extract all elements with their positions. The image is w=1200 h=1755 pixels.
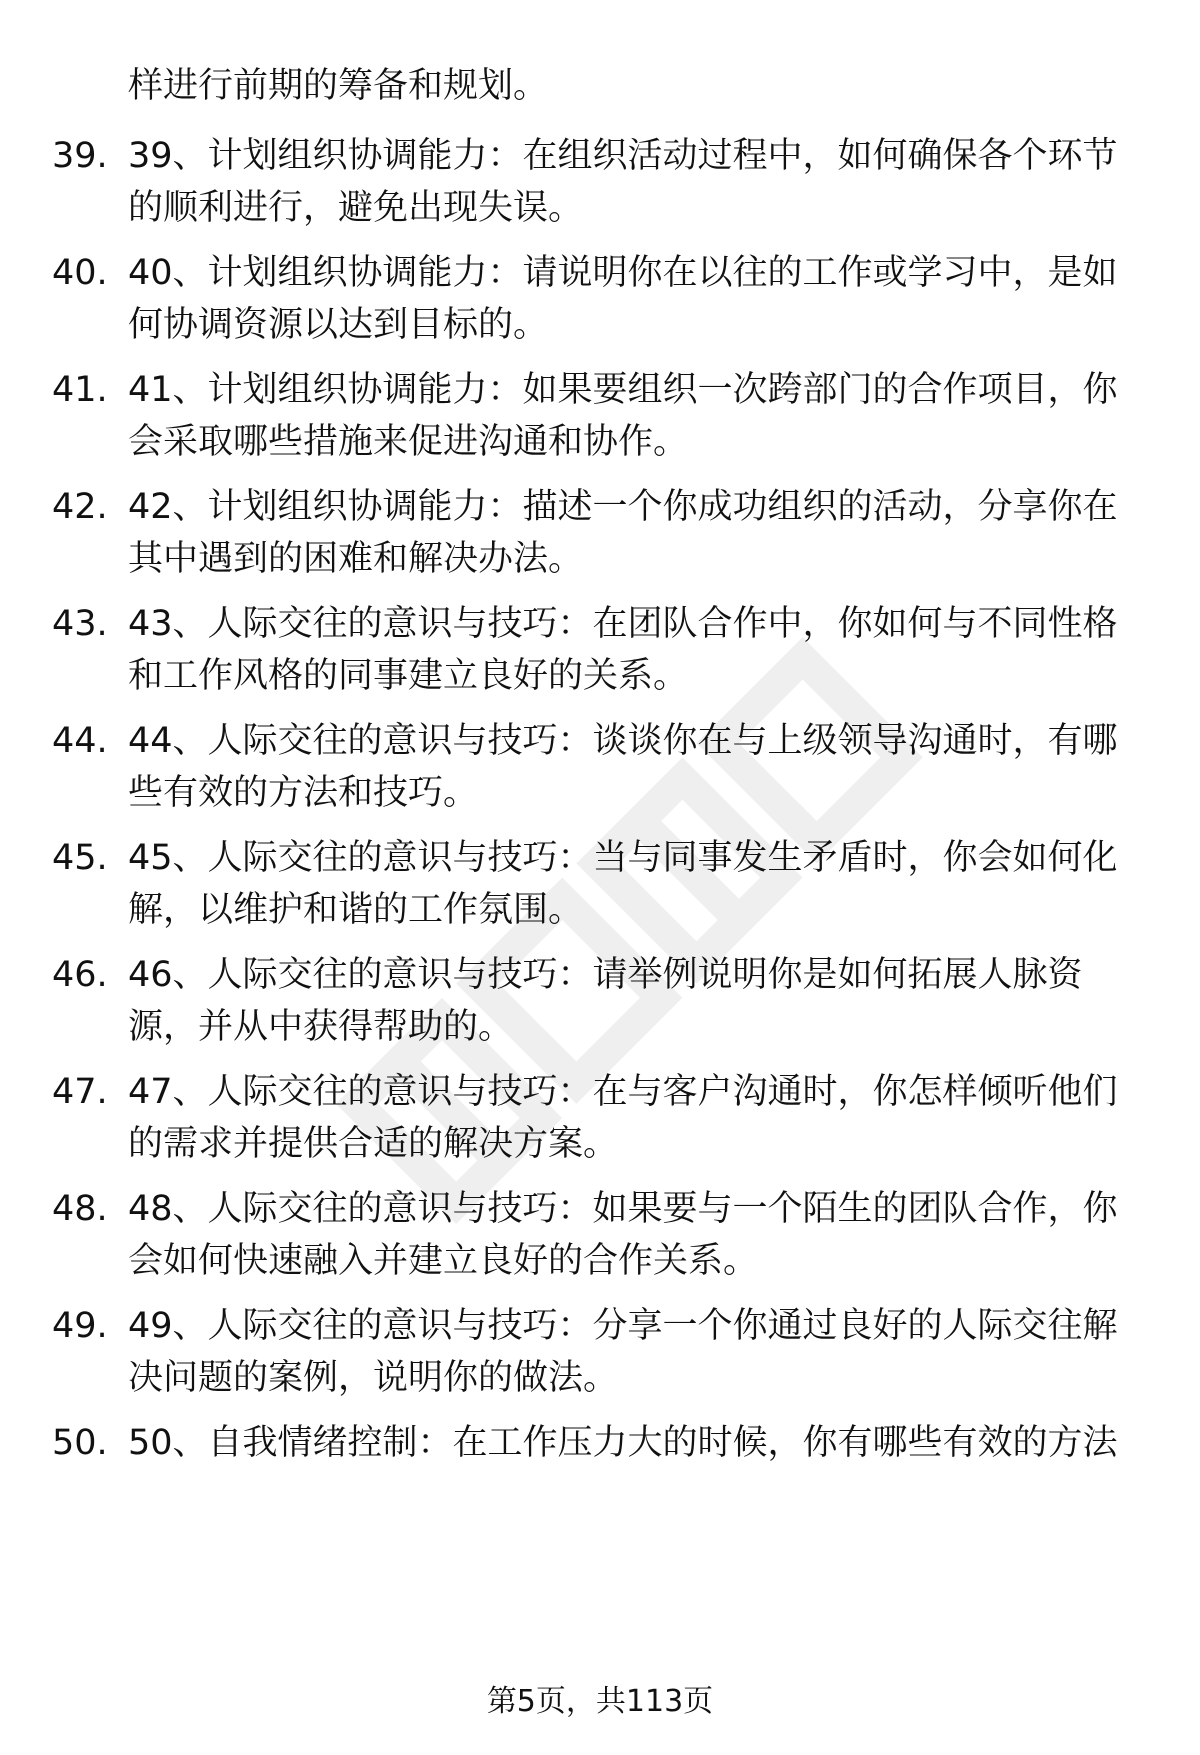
item-text (128, 832, 1148, 936)
item-text-line: 决问题的案例，说明你的做法。 (128, 1358, 619, 1398)
item-text-line: 的顺利进行，避免出现失误。 (128, 188, 584, 228)
item-text-line: 会采取哪些措施来促进沟通和协作。 (128, 422, 689, 462)
item-number: 49. (52, 1306, 108, 1346)
item-text-line: 42、计划组织协调能力：描述一个你成功组织的活动，分享你在 (128, 487, 1118, 527)
item-text (128, 130, 1148, 234)
item-number: 41. (52, 370, 108, 410)
item-number: 40. (52, 253, 108, 293)
item-text-line: 47、人际交往的意识与技巧：在与客户沟通时，你怎样倾听他们 (128, 1072, 1118, 1112)
item-number: 48. (52, 1189, 108, 1229)
item-text-line: 43、人际交往的意识与技巧：在团队合作中，你如何与不同性格 (128, 604, 1118, 644)
item-text-line: 其中遇到的困难和解决办法。 (128, 539, 584, 579)
item-text-line: 46、人际交往的意识与技巧：请举例说明你是如何拓展人脉资 (128, 955, 1083, 995)
item-text-line: 和工作风格的同事建立良好的关系。 (128, 656, 689, 696)
item-text-line: 49、人际交往的意识与技巧：分享一个你通过良好的人际交往解 (128, 1306, 1118, 1346)
item-text-line: 何协调资源以达到目标的。 (128, 305, 549, 345)
item-text-line: 39、计划组织协调能力：在组织活动过程中，如何确保各个环节 (128, 136, 1118, 176)
item-text (128, 481, 1148, 585)
item-text (128, 949, 1148, 1053)
item-number: 43. (52, 604, 108, 644)
item-number: 47. (52, 1072, 108, 1112)
item-text (128, 1300, 1148, 1404)
item-text-line: 的需求并提供合适的解决方案。 (128, 1124, 619, 1164)
item-number: 42. (52, 487, 108, 527)
item-text (128, 364, 1148, 468)
item-number: 44. (52, 721, 108, 761)
item-text-line: 50、自我情绪控制：在工作压力大的时候，你有哪些有效的方法 (128, 1423, 1118, 1463)
item-text-line: 45、人际交往的意识与技巧：当与同事发生矛盾时，你会如何化 (128, 838, 1118, 878)
item-number: 50. (52, 1423, 108, 1463)
item-number: 45. (52, 838, 108, 878)
item-text-line: 48、人际交往的意识与技巧：如果要与一个陌生的团队合作，你 (128, 1189, 1118, 1229)
item-text-line: 40、计划组织协调能力：请说明你在以往的工作或学习中，是如 (128, 253, 1118, 293)
item-text (128, 1183, 1148, 1287)
item-number: 39. (52, 136, 108, 176)
item-text-line: 源，并从中获得帮助的。 (128, 1007, 514, 1047)
item-text (128, 1066, 1148, 1170)
item-number: 46. (52, 955, 108, 995)
page-number-footer: 第5页，共113页 (486, 1684, 714, 1719)
item-text (128, 1417, 1148, 1469)
item-text-line: 41、计划组织协调能力：如果要组织一次跨部门的合作项目，你 (128, 370, 1118, 410)
item-text (128, 715, 1148, 819)
item-text-line: 解，以维护和谐的工作氛围。 (128, 890, 584, 930)
item-text-line: 些有效的方法和技巧。 (128, 773, 479, 813)
item-text-line: 44、人际交往的意识与技巧：谈谈你在与上级领导沟通时，有哪 (128, 721, 1118, 761)
item-text (128, 598, 1148, 702)
continuation-text: 样进行前期的筹备和规划。 (128, 66, 549, 106)
item-text (128, 247, 1148, 351)
item-text-line: 会如何快速融入并建立良好的合作关系。 (128, 1241, 759, 1281)
